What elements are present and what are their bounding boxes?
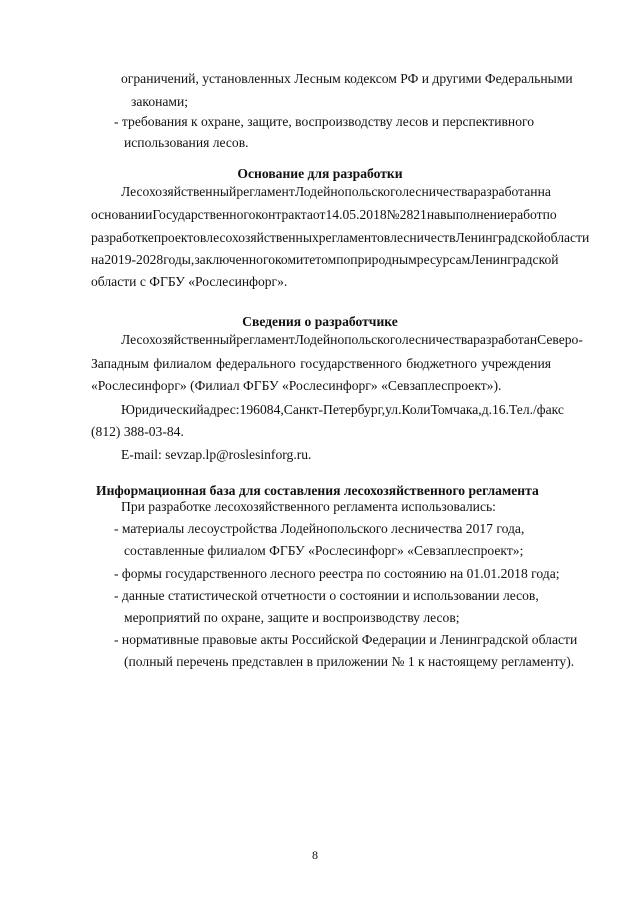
- infobase-bullet-2: - формы государственного лесного реестра по состоянию на 01.01.2018 года;: [114, 566, 560, 581]
- developer-address-line-2: (812) 388-03-84.: [91, 424, 184, 439]
- basis-heading: Основание для разработки: [237, 166, 403, 181]
- infobase-heading: Информационная база для составления лесохозяйственного регламента: [96, 483, 539, 498]
- infobase-bullet-3-line-1: - данные статистической отчетности о состоянии и использовании лесов,: [114, 588, 539, 603]
- intro-item-1-line-1: ограничений, установленных Лесным кодексом РФ и другими Федеральными: [121, 71, 573, 86]
- developer-address-line-1: Юридический адрес: 196084, Санкт-Петербург, ул. Коли Томчака, д.16. Тел./факс: [121, 402, 564, 417]
- basis-line-5: области с ФГБУ «Рослесинфорг».: [91, 274, 288, 289]
- intro-item-2-line-1: - требования к охране, защите, воспроизводству лесов и перспективного: [114, 114, 535, 129]
- intro-item-2-line-2: использования лесов.: [124, 135, 249, 150]
- infobase-bullet-1-line-1: - материалы лесоустройства Лодейнопольского лесничества 2017 года,: [114, 521, 525, 536]
- basis-line-1: Лесохозяйственный регламент Лодейнопольского лесничества разработан на: [121, 184, 551, 199]
- infobase-bullet-1-line-2: составленные филиалом ФГБУ «Рослесинфорг» «Севзаплеспроект»;: [124, 543, 524, 558]
- developer-line-1: Лесохозяйственный регламент Лодейнопольского лесничества разработан Северо-: [121, 332, 583, 347]
- infobase-bullet-3-line-2: мероприятий по охране, защите и воспроизводству лесов;: [124, 610, 460, 625]
- developer-heading: Сведения о разработчике: [242, 314, 398, 329]
- developer-email: E-mail: sevzap.lp@roslesinforg.ru.: [121, 447, 312, 462]
- basis-line-2: основании Государственного контракта от 14.05.2018 № 2821 на выполнение работ по: [91, 207, 557, 222]
- developer-line-2: Западным филиалом федерального государственного бюджетного учреждения: [91, 356, 551, 371]
- basis-line-3: разработке проектов лесохозяйственных регламентов лесничеств Ленинградской области: [91, 230, 590, 245]
- infobase-bullet-4-line-1: - нормативные правовые акты Российской Федерации и Ленинградской области: [114, 632, 578, 647]
- developer-line-3: «Рослесинфорг» (Филиал ФГБУ «Рослесинфорг» «Севзаплеспроект»).: [91, 378, 502, 393]
- infobase-intro: При разработке лесохозяйственного регламента использовались:: [121, 499, 496, 514]
- infobase-bullet-4-line-2: (полный перечень представлен в приложении № 1 к настоящему регламенту).: [124, 654, 575, 669]
- page-number: 8: [312, 848, 318, 862]
- basis-line-4: на 2019-2028 годы, заключенного комитетом по природным ресурсам Ленинградской: [91, 252, 559, 267]
- intro-item-1-line-2: законами;: [131, 94, 189, 109]
